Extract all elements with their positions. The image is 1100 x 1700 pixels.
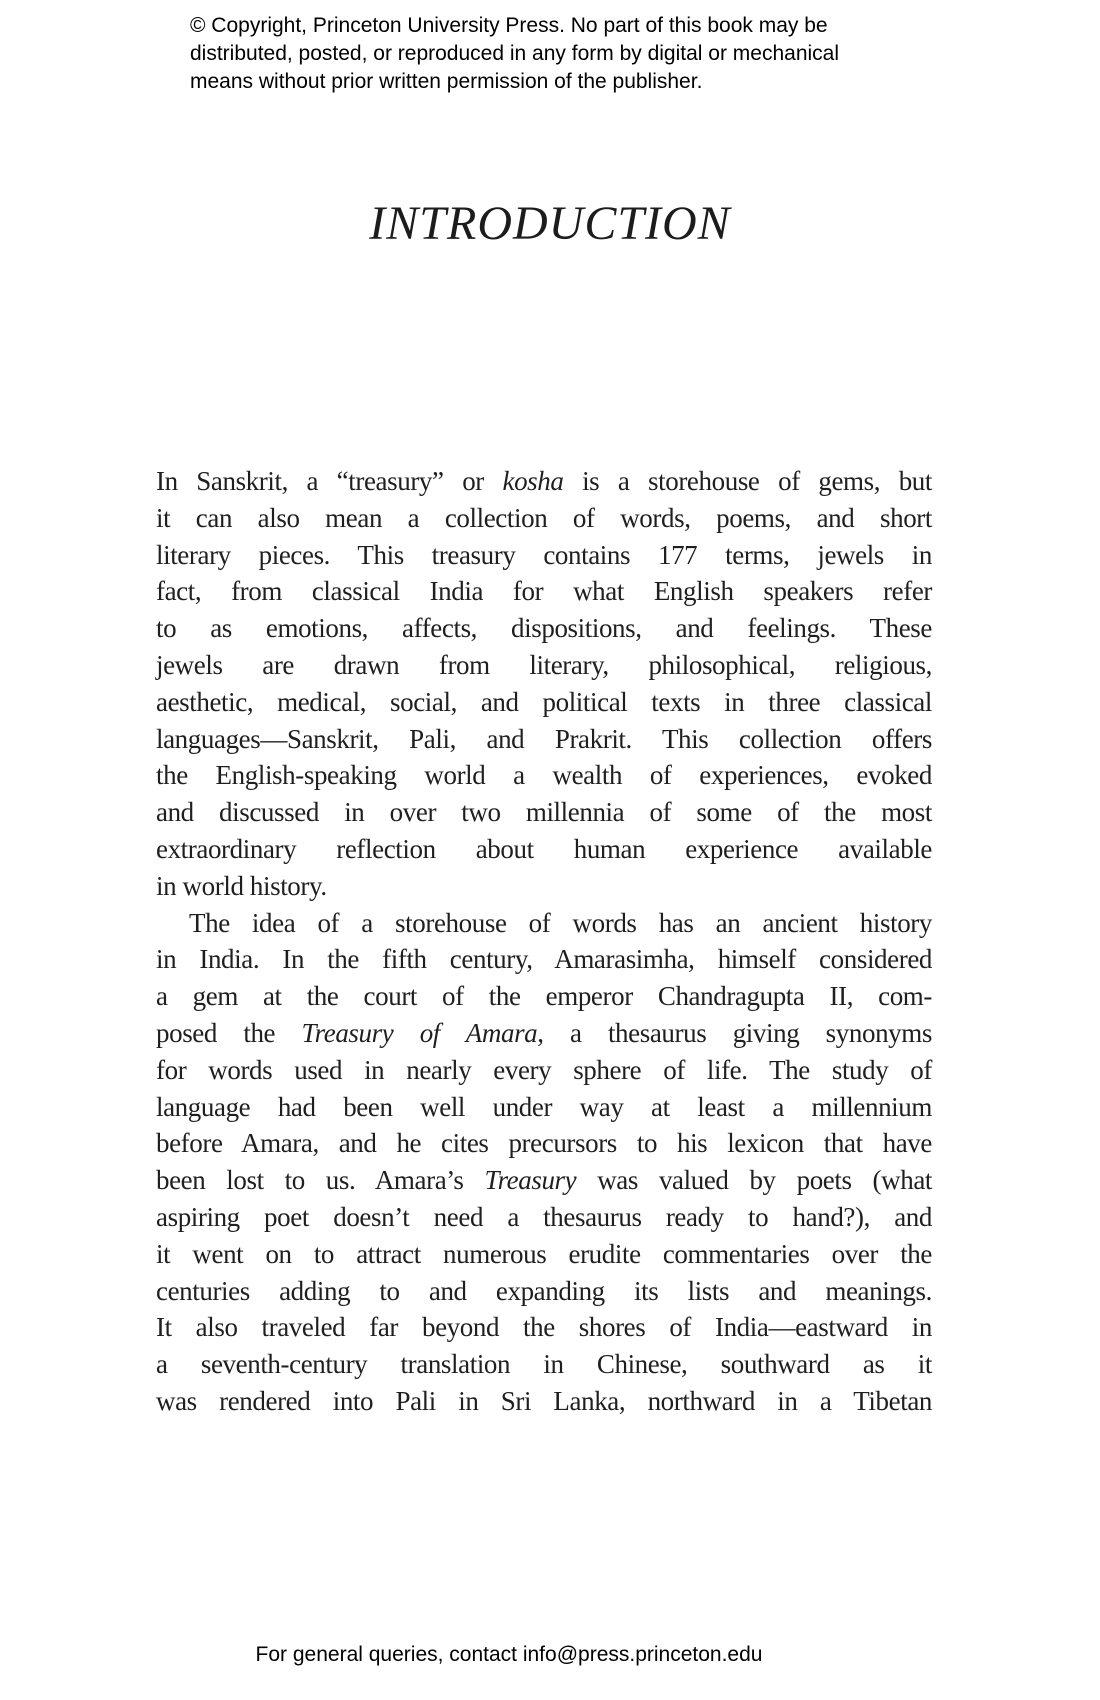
body-line: before Amara, and he cites precursors to his lexicon that have [156, 1128, 932, 1159]
body-line: aspiring poet doesn’t need a thesaurus ready to hand?), and [156, 1201, 932, 1232]
body-line: It also traveled far beyond the shores of India—eastward in [156, 1312, 932, 1343]
body-text [156, 463, 932, 1420]
body-line: and discussed in over two millennia of some of the most [156, 797, 932, 828]
body-line: posed the Treasury of Amara, a thesaurus giving synonyms [156, 1017, 932, 1048]
paragraph [156, 905, 932, 1420]
body-line: it went on to attract numerous erudite commentaries over the [156, 1238, 932, 1269]
body-line: it can also mean a collection of words, poems, and short [156, 502, 932, 533]
body-line: in India. In the fifth century, Amarasimha, himself considered [156, 944, 932, 975]
body-line: extraordinary reflection about human experience available [156, 833, 932, 864]
body-line: language had been well under way at least a millennium [156, 1091, 932, 1122]
copyright-line: means without prior written permission of the publisher. [190, 70, 703, 93]
body-line: literary pieces. This treasury contains 177 terms, jewels in [156, 539, 932, 570]
copyright-notice [190, 12, 870, 96]
body-line: the English-speaking world a wealth of experiences, evoked [156, 760, 932, 791]
body-line: The idea of a storehouse of words has an ancient history [189, 907, 932, 938]
copyright-line: © Copyright, Princeton University Press. No part of this book may be [190, 14, 828, 37]
footer-contact-line: For general queries, contact info@press.princeton.edu [255, 1643, 763, 1666]
body-line: was rendered into Pali in Sri Lanka, northward in a Tibetan [156, 1385, 932, 1416]
body-line: jewels are drawn from literary, philosophical, religious, [156, 649, 932, 680]
body-line: been lost to us. Amara’s Treasury was valued by poets (what [156, 1165, 933, 1196]
body-line: a seventh-century translation in Chinese, southward as it [156, 1349, 932, 1380]
page-title: INTRODUCTION [369, 197, 731, 250]
body-line: fact, from classical India for what English speakers refer [156, 576, 932, 607]
body-line: for words used in nearly every sphere of life. The study of [156, 1054, 932, 1085]
body-line: aesthetic, medical, social, and political texts in three classical [156, 686, 932, 717]
body-line: centuries adding to and expanding its lists and meanings. [156, 1275, 932, 1306]
body-line: to as emotions, affects, dispositions, and feelings. These [156, 613, 932, 644]
paragraph [156, 463, 932, 905]
copyright-line: distributed, posted, or reproduced in any form by digital or mechanical [190, 42, 840, 65]
body-line: in world history. [156, 870, 327, 901]
body-line: a gem at the court of the emperor Chandragupta II, com- [156, 981, 932, 1012]
body-line: In Sanskrit, a “treasury” or kosha is a storehouse of gems, but [156, 466, 933, 496]
body-line: languages—Sanskrit, Pali, and Prakrit. This collection offers [156, 723, 932, 754]
